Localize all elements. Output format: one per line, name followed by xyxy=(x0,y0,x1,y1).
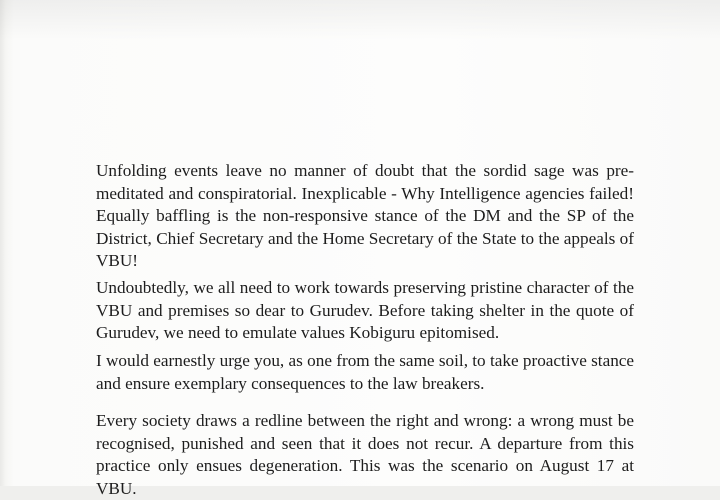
text-line: Equally baffling is the non-responsive stance of the DM and the SP of the xyxy=(96,206,634,226)
text-line: VBU! xyxy=(96,251,139,271)
paragraph-3 xyxy=(96,350,634,395)
text-line: District, Chief Secretary and the Home Secretary of the State to the appeals of xyxy=(96,228,634,248)
text-line: practice only ensues degeneration. This was the scenario on August 17 at xyxy=(96,456,634,476)
text-line: Unfolding events leave no manner of doubt that the sordid sage was pre- xyxy=(96,161,634,180)
paragraph-4 xyxy=(96,410,634,500)
text-line: recognised, punished and seen that it does not recur. A departure from this xyxy=(96,433,634,453)
paragraph-2 xyxy=(96,277,634,345)
text-line: meditated and conspiratorial. Inexplicable - Why Intelligence agencies failed! xyxy=(96,183,634,203)
text-line: Every society draws a redline between the right and wrong: a wrong must be xyxy=(96,411,634,430)
text-line: and ensure exemplary consequences to the law breakers. xyxy=(96,373,485,393)
text-line: Gurudev, we need to emulate values Kobiguru epitomised. xyxy=(96,323,500,343)
text-line: VBU. xyxy=(96,478,137,498)
paragraph-1 xyxy=(96,160,634,273)
text-line: I would earnestly urge you, as one from the same soil, to take proactive stance xyxy=(96,351,635,370)
text-line: Undoubtedly, we all need to work towards preserving pristine character of the xyxy=(96,278,634,297)
text-line: VBU and premises so dear to Gurudev. Before taking shelter in the quote of xyxy=(96,300,634,320)
